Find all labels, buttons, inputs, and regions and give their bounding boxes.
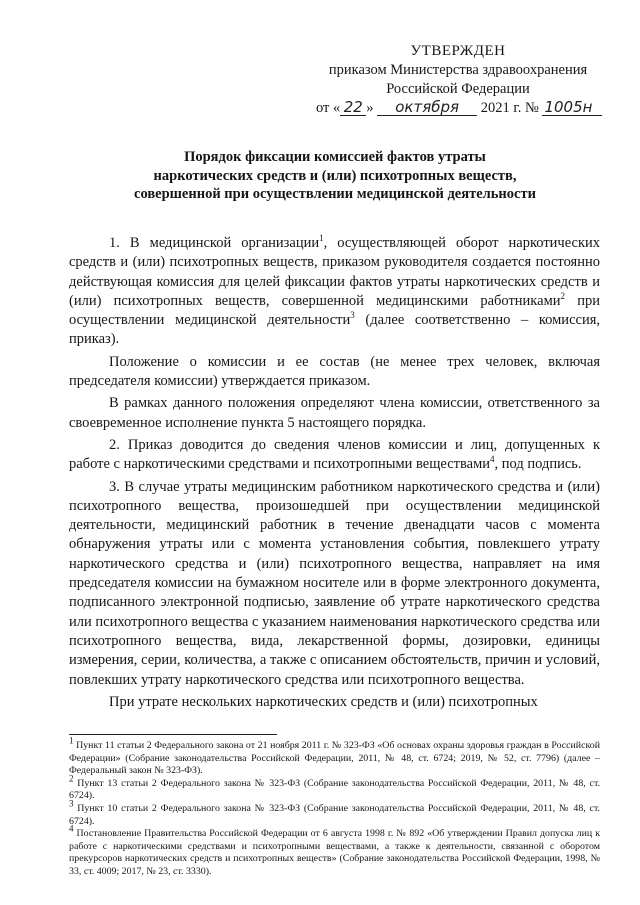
paragraph-3: В рамках данного положения определяют члена комиссии, ответственного за своевременное исполнение пункта 5 настоящего порядка.: [69, 395, 600, 431]
handwritten-month: октября: [377, 100, 477, 116]
footnote-4-mark: 4: [69, 823, 74, 834]
footnote-2-text: Пункт 13 статьи 2 Федерального закона № 323-ФЗ (Собрание законодательства Российской Федерации, 2011, № 48, ст. 6724).: [69, 777, 600, 802]
footnote-4: [69, 823, 600, 878]
handwritten-order-number: 1005н: [542, 100, 602, 116]
p1-text-b: , осуществляющей оборот наркотических средств и (или) психотропных веществ, приказом руководителя создается постоянно действующая комиссия для целей фиксации фактов утраты наркотических средств и (или) психотропных веществ, совершенной медицинскими работниками: [69, 235, 600, 309]
footnote-divider: [69, 734, 277, 735]
footnote-1-text: Пункт 11 статьи 2 Федерального закона от 21 ноября 2011 г. № 323-ФЗ «Об основах охраны здоровья граждан в Российской Федерации» (Собрание законодательства Российской Федерации, 2011, № 48, ст. 6724; 2019, № 52, ст. 7796) (далее – Федеральный закон № 323-ФЗ).: [69, 740, 600, 777]
footnote-3: [69, 798, 600, 828]
footnotes: [69, 735, 600, 879]
p1-text-d: (далее соответственно – комиссия, приказ).: [69, 312, 600, 348]
document-title: [70, 148, 600, 204]
date-year: 2021 г. №: [477, 100, 539, 116]
footnote-4-text: Постановление Правительства Российской Федерации от 6 августа 1998 г. № 892 «Об утверждении Правил допуска лиц к работе с наркотическими средствами и психотропными веществами, а также к деятельности, связанной с оборотом прекурсоров наркотических средств и психотропных веществ» (Собрание законодательства Российской Федерации, 1998, № 33, ст. 4009; 2017, № 23, ст. 3330).: [69, 828, 600, 877]
footnote-3-mark: 3: [69, 798, 74, 809]
paragraph-4: [69, 436, 600, 475]
footnote-ref-4: 4: [490, 454, 495, 465]
title-line-1: Порядок фиксации комиссией фактов утраты: [184, 149, 486, 165]
p4-text-b: , под подпись.: [494, 456, 582, 473]
p4-text-a: 2. Приказ доводится до сведения членов комиссии и лиц, допущенных к работе с наркотическими средствами и психотропными веществами: [69, 436, 600, 473]
footnote-ref-3: 3: [350, 310, 355, 321]
date-mid: »: [366, 100, 374, 116]
document-body: [69, 234, 600, 712]
footnote-1: [69, 735, 600, 778]
paragraph-1: [69, 234, 600, 350]
p1-text-c: при осуществлении медицинской деятельности: [69, 292, 600, 329]
footnote-3-text: Пункт 10 статьи 2 Федерального закона № 323-ФЗ (Собрание законодательства Российской Федерации, 2011, № 48, ст. 6724).: [69, 802, 600, 827]
title-line-2: наркотических средств и (или) психотропных веществ,: [153, 167, 517, 184]
approval-date-line: [308, 99, 608, 118]
approval-title: УТВЕРЖДЕН: [410, 43, 506, 59]
approval-block: [308, 42, 608, 118]
approval-line-1: приказом Министерства здравоохранения: [328, 62, 588, 78]
footnote-2: [69, 773, 600, 803]
footnote-ref-1: 1: [319, 233, 324, 244]
paragraph-5: 3. В случае утраты медицинским работником наркотического средства и (или) психотропного вещества, произошедшей при осуществлении медицинской деятельности, медицинский работник в течение двенадцати часов с момента обнаружения утраты или с момента установления события, повлекшего утрату наркотического средства и (или) психотропного вещества, направляет на имя председателя комиссии на бумажном носителе или в форме электронного документа, подписанного электронной подписью, заявление об утрате наркотического средства или психотропного вещества с указанием наименования наркотического средства или психотропного вещества, вида, лекарственной формы, дозировки, единицы измерения, серии, количества, а также с описанием обстоятельств, причин и условий, повлекших утрату наркотического средства или психотропного вещества.: [69, 478, 600, 688]
paragraph-6: При утрате нескольких наркотических средств и (или) психотропных: [109, 693, 538, 710]
paragraph-2: Положение о комиссии и ее состав (не менее трех человек, включая председателя комиссии) утверждается приказом.: [69, 353, 600, 390]
footnote-1-mark: 1: [69, 735, 74, 746]
approval-line-2: Российской Федерации: [386, 81, 530, 97]
p1-text-a: 1. В медицинской организации: [109, 235, 320, 251]
handwritten-day: 22: [340, 100, 366, 116]
footnote-2-mark: 2: [69, 773, 74, 784]
date-prefix: от «: [316, 100, 341, 116]
footnote-ref-2: 2: [560, 291, 566, 302]
title-line-3: совершенной при осуществлении медицинской деятельности: [134, 186, 536, 202]
